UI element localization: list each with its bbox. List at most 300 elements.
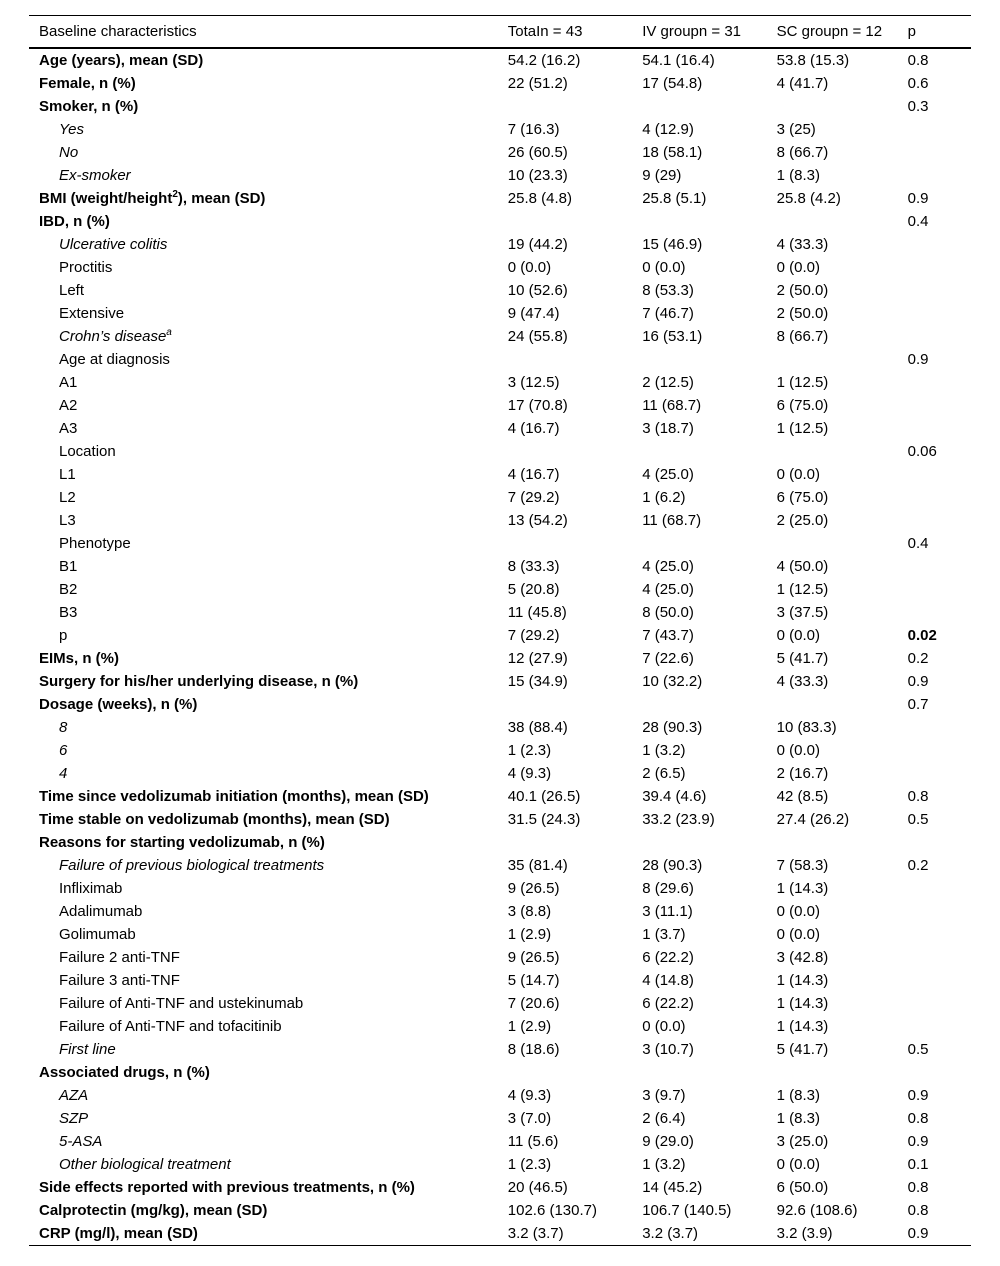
row-label-text: Reasons for starting vedolizumab, n (%) (39, 833, 325, 851)
row-label-text: Left (59, 281, 85, 299)
row-label (29, 647, 508, 670)
cell-sc-group: 6 (75.0) (776, 396, 829, 414)
table-row (29, 302, 971, 325)
cell-total (508, 532, 642, 555)
cell-p-value (908, 762, 971, 785)
cell-p-value (908, 1061, 971, 1084)
cell-iv-group: 25.8 (5.1) (642, 189, 707, 207)
row-label-text: No (59, 143, 79, 161)
cell-iv-group: 54.1 (16.4) (642, 51, 715, 69)
cell-p-value: 0.02 (907, 626, 937, 644)
header-sc-group: SC groupn = 12 (777, 16, 908, 48)
table-row (29, 670, 971, 693)
cell-sc-group: 8 (66.7) (776, 327, 829, 345)
cell-iv-group: 28 (90.3) (642, 856, 703, 874)
row-label (29, 256, 508, 279)
row-label-text: A3 (59, 419, 78, 437)
cell-total: 13 (54.2) (507, 511, 568, 529)
table-row (29, 48, 971, 72)
cell-p-value (908, 394, 971, 417)
cell-total: 9 (26.5) (507, 879, 560, 897)
table-row (29, 555, 971, 578)
row-label-text: p (59, 626, 68, 644)
row-label-text: Time stable on vedolizumab (months), mean (SD) (39, 810, 390, 828)
cell-total: 0 (0.0) (507, 258, 552, 276)
cell-p-value (908, 716, 971, 739)
table-row (29, 1176, 971, 1199)
row-label (29, 279, 508, 302)
table-body (29, 48, 971, 1246)
cell-p-value: 0.9 (907, 189, 929, 207)
table-row (29, 831, 971, 854)
cell-p-value: 0.5 (907, 1040, 929, 1058)
cell-total: 22 (51.2) (507, 74, 568, 92)
table-row (29, 877, 971, 900)
cell-sc-group: 6 (50.0) (776, 1178, 829, 1196)
table-header (29, 16, 971, 48)
cell-p-value: 0.9 (907, 1086, 929, 1104)
cell-total (508, 210, 642, 233)
cell-iv-group: 14 (45.2) (642, 1178, 703, 1196)
row-label (29, 1222, 508, 1246)
row-label (29, 72, 508, 95)
cell-iv-group: 15 (46.9) (642, 235, 703, 253)
table-row (29, 601, 971, 624)
table-row (29, 417, 971, 440)
row-label (29, 946, 508, 969)
cell-p-value (908, 325, 971, 348)
cell-total: 35 (81.4) (507, 856, 568, 874)
cell-p-value: 0.2 (907, 649, 929, 667)
cell-p-value: 0.3 (907, 97, 929, 115)
cell-iv-group (642, 348, 776, 371)
cell-sc-group: 1 (12.5) (776, 419, 829, 437)
table-row (29, 900, 971, 923)
cell-sc-group: 0 (0.0) (776, 1155, 820, 1173)
row-label (29, 1084, 508, 1107)
row-label-superscript: 2 (172, 188, 178, 200)
cell-iv-group: 6 (22.2) (642, 994, 694, 1012)
cell-sc-group: 3 (25.0) (776, 1132, 829, 1150)
cell-total: 1 (2.3) (507, 1155, 552, 1173)
cell-sc-group: 2 (50.0) (776, 281, 829, 299)
row-label (29, 1153, 508, 1176)
cell-total: 5 (14.7) (507, 971, 560, 989)
row-label-text: A2 (59, 396, 78, 414)
cell-total: 102.6 (130.7) (507, 1201, 597, 1219)
cell-sc-group: 2 (16.7) (776, 764, 829, 782)
table-row (29, 394, 971, 417)
cell-iv-group: 2 (6.4) (642, 1109, 686, 1127)
row-label (29, 693, 508, 716)
cell-iv-group: 3.2 (3.7) (642, 1222, 776, 1246)
cell-iv-group: 7 (22.6) (642, 649, 694, 667)
cell-sc-group (777, 831, 908, 854)
cell-total: 5 (20.8) (507, 580, 560, 598)
cell-p-value (908, 601, 971, 624)
table-row (29, 1015, 971, 1038)
row-label (29, 1061, 508, 1084)
cell-sc-group: 1 (12.5) (776, 373, 829, 391)
cell-p-value (908, 946, 971, 969)
row-label-text: Age at diagnosis (59, 350, 170, 368)
row-label-text: First line (59, 1040, 116, 1058)
row-label (29, 95, 508, 118)
cell-p-value (908, 371, 971, 394)
cell-iv-group: 33.2 (23.9) (642, 810, 715, 828)
cell-sc-group: 42 (8.5) (776, 787, 829, 805)
row-label (29, 394, 508, 417)
cell-sc-group: 3 (42.8) (776, 948, 829, 966)
cell-sc-group: 10 (83.3) (776, 718, 837, 736)
row-label (29, 923, 508, 946)
row-label-text: Other biological treatment (59, 1155, 231, 1173)
cell-p-value (908, 992, 971, 1015)
table-row (29, 210, 971, 233)
cell-p-value (908, 118, 971, 141)
table-row (29, 1038, 971, 1061)
cell-iv-group (642, 95, 776, 118)
row-label (29, 854, 508, 877)
row-label-text: Female, n (%) (39, 74, 136, 92)
baseline-characteristics-table-container (29, 15, 971, 1246)
cell-iv-group (642, 440, 776, 463)
row-label (29, 302, 508, 325)
row-label (29, 486, 508, 509)
cell-iv-group: 2 (12.5) (642, 373, 694, 391)
cell-iv-group: 0 (0.0) (642, 258, 686, 276)
cell-p-value: 0.4 (907, 212, 929, 230)
cell-sc-group: 4 (33.3) (776, 235, 829, 253)
cell-iv-group: 3 (11.1) (642, 902, 693, 920)
table-row (29, 279, 971, 302)
table-row (29, 1199, 971, 1222)
table-row (29, 946, 971, 969)
table-row (29, 509, 971, 532)
cell-p-value: 0.9 (907, 1132, 929, 1150)
cell-sc-group: 0 (0.0) (776, 902, 820, 920)
row-label-text: B1 (59, 557, 78, 575)
cell-sc-group: 27.4 (26.2) (776, 810, 850, 828)
row-label-text: IBD, n (%) (39, 212, 110, 230)
cell-iv-group: 106.7 (140.5) (642, 1201, 732, 1219)
row-label (29, 1130, 508, 1153)
cell-total: 4 (9.3) (507, 1086, 552, 1104)
row-label-text: Golimumab (59, 925, 136, 943)
cell-iv-group: 11 (68.7) (642, 511, 702, 529)
table-row (29, 1084, 971, 1107)
cell-iv-group (642, 210, 776, 233)
cell-sc-group: 7 (58.3) (776, 856, 829, 874)
cell-iv-group (642, 1061, 776, 1084)
cell-p-value (908, 486, 971, 509)
cell-sc-group: 0 (0.0) (776, 741, 820, 759)
cell-total (508, 1061, 642, 1084)
cell-p-value: 0.06 (907, 442, 937, 460)
cell-p-value (908, 141, 971, 164)
cell-total: 12 (27.9) (507, 649, 568, 667)
row-label-text: L3 (59, 511, 76, 529)
cell-total: 8 (18.6) (507, 1040, 560, 1058)
row-label-text: 6 (59, 741, 68, 759)
cell-p-value (908, 1015, 971, 1038)
table-row (29, 578, 971, 601)
cell-p-value (908, 739, 971, 762)
table-row (29, 992, 971, 1015)
cell-iv-group: 3 (10.7) (642, 1040, 694, 1058)
cell-p-value: 0.8 (907, 1109, 929, 1127)
cell-iv-group: 11 (68.7) (642, 396, 702, 414)
cell-total: 1 (2.9) (507, 1017, 552, 1035)
row-label-text: Failure of Anti-TNF and tofacitinib (59, 1017, 282, 1035)
cell-sc-group: 1 (14.3) (776, 879, 829, 897)
table-row (29, 325, 971, 348)
table-row (29, 693, 971, 716)
row-label-suffix: ), mean (SD) (177, 189, 266, 207)
row-label (29, 532, 508, 555)
cell-sc-group: 8 (66.7) (776, 143, 829, 161)
row-label (29, 831, 508, 854)
cell-iv-group: 1 (3.2) (642, 741, 686, 759)
cell-total: 20 (46.5) (507, 1178, 568, 1196)
table-row (29, 463, 971, 486)
row-label (29, 417, 508, 440)
row-label (29, 509, 508, 532)
cell-sc-group: 3 (37.5) (776, 603, 829, 621)
cell-iv-group: 9 (29) (642, 166, 682, 184)
cell-iv-group: 7 (46.7) (642, 304, 694, 322)
cell-sc-group (777, 348, 908, 371)
cell-sc-group: 92.6 (108.6) (776, 1201, 858, 1219)
row-label-text: Adalimumab (59, 902, 143, 920)
cell-total: 10 (23.3) (507, 166, 568, 184)
cell-iv-group: 1 (6.2) (642, 488, 686, 506)
row-label-text: A1 (59, 373, 78, 391)
cell-p-value: 0.9 (907, 672, 929, 690)
cell-total: 9 (26.5) (507, 948, 560, 966)
cell-sc-group: 4 (41.7) (776, 74, 829, 92)
table-row (29, 164, 971, 187)
row-label (29, 739, 508, 762)
cell-total: 11 (45.8) (507, 603, 567, 621)
cell-p-value (908, 302, 971, 325)
row-label-text: Failure of previous biological treatments (59, 856, 325, 874)
row-label (29, 624, 508, 647)
cell-sc-group: 0 (0.0) (776, 626, 820, 644)
cell-iv-group: 2 (6.5) (642, 764, 686, 782)
cell-p-value (908, 279, 971, 302)
table-row (29, 118, 971, 141)
row-label-text: Failure 3 anti-TNF (59, 971, 180, 989)
cell-sc-group: 4 (33.3) (776, 672, 829, 690)
cell-total (508, 348, 642, 371)
cell-total: 17 (70.8) (507, 396, 568, 414)
row-label-text: 5-ASA (59, 1132, 103, 1150)
row-label-text: CRP (mg/l), mean (SD) (39, 1224, 198, 1242)
cell-iv-group (642, 532, 776, 555)
cell-total: 1 (2.3) (507, 741, 552, 759)
cell-p-value: 0.2 (907, 856, 929, 874)
row-label (29, 48, 508, 72)
row-label (29, 325, 508, 348)
cell-iv-group: 0 (0.0) (642, 1017, 686, 1035)
cell-p-value (908, 877, 971, 900)
cell-iv-group: 4 (25.0) (642, 465, 694, 483)
row-label-text: 4 (59, 764, 68, 782)
cell-total: 7 (20.6) (507, 994, 560, 1012)
row-label (29, 578, 508, 601)
cell-iv-group: 16 (53.1) (642, 327, 703, 345)
cell-total (508, 693, 642, 716)
table-row (29, 762, 971, 785)
table-row (29, 739, 971, 762)
table-row (29, 969, 971, 992)
cell-sc-group (777, 693, 908, 716)
cell-p-value: 0.8 (907, 1178, 929, 1196)
row-label-text: Surgery for his/her underlying disease, n (%) (39, 672, 359, 690)
cell-iv-group: 4 (14.8) (642, 971, 694, 989)
cell-iv-group: 1 (3.7) (642, 925, 686, 943)
cell-p-value (908, 164, 971, 187)
row-label (29, 762, 508, 785)
cell-sc-group: 1 (8.3) (776, 1109, 820, 1127)
table-row (29, 1130, 971, 1153)
row-label (29, 1038, 508, 1061)
cell-sc-group: 1 (14.3) (776, 994, 829, 1012)
cell-iv-group: 1 (3.2) (642, 1155, 686, 1173)
cell-p-value (908, 509, 971, 532)
cell-p-value: 0.9 (907, 350, 929, 368)
cell-total: 24 (55.8) (507, 327, 568, 345)
cell-iv-group: 7 (43.7) (642, 626, 694, 644)
cell-iv-group: 39.4 (4.6) (642, 787, 707, 805)
cell-sc-group: 6 (75.0) (776, 488, 829, 506)
cell-sc-group (777, 532, 908, 555)
row-label (29, 210, 508, 233)
table-row (29, 647, 971, 670)
cell-sc-group: 3.2 (3.9) (777, 1222, 908, 1246)
row-label-text: Extensive (59, 304, 125, 322)
cell-p-value: 0.5 (907, 810, 929, 828)
cell-p-value (908, 900, 971, 923)
cell-iv-group: 18 (58.1) (642, 143, 703, 161)
cell-sc-group: 1 (8.3) (776, 166, 820, 184)
cell-total: 26 (60.5) (507, 143, 568, 161)
cell-sc-group: 1 (12.5) (776, 580, 829, 598)
cell-iv-group: 10 (32.2) (642, 672, 703, 690)
row-label-text: Smoker, n (%) (39, 97, 139, 115)
table-row (29, 1061, 971, 1084)
header-iv-group: IV groupn = 31 (642, 16, 776, 48)
cell-total: 9 (47.4) (507, 304, 560, 322)
row-label (29, 670, 508, 693)
table-row (29, 532, 971, 555)
table-row (29, 1222, 971, 1246)
row-label-text: Phenotype (59, 534, 131, 552)
row-label-text: L2 (59, 488, 76, 506)
cell-total: 4 (9.3) (507, 764, 552, 782)
cell-total: 1 (2.9) (507, 925, 552, 943)
cell-total: 31.5 (24.3) (507, 810, 581, 828)
row-label-text: Proctitis (59, 258, 113, 276)
cell-sc-group: 0 (0.0) (776, 258, 820, 276)
cell-sc-group: 5 (41.7) (776, 1040, 829, 1058)
cell-total: 4 (16.7) (507, 465, 560, 483)
cell-p-value: 0.6 (907, 74, 929, 92)
cell-p-value (908, 417, 971, 440)
row-label-text: Infliximab (59, 879, 123, 897)
table-row (29, 854, 971, 877)
row-label-text: 8 (59, 718, 68, 736)
cell-sc-group: 53.8 (15.3) (776, 51, 850, 69)
row-label (29, 785, 508, 808)
cell-total: 19 (44.2) (507, 235, 568, 253)
cell-total: 40.1 (26.5) (507, 787, 581, 805)
cell-p-value: 0.7 (907, 695, 929, 713)
cell-p-value (908, 463, 971, 486)
row-label-text: EIMs, n (%) (39, 649, 120, 667)
row-label (29, 1015, 508, 1038)
row-label-text: L1 (59, 465, 76, 483)
row-label-text: SZP (59, 1109, 89, 1127)
cell-total: 7 (29.2) (507, 626, 560, 644)
table-row (29, 808, 971, 831)
cell-total (508, 440, 642, 463)
cell-iv-group: 6 (22.2) (642, 948, 694, 966)
cell-total: 54.2 (16.2) (507, 51, 581, 69)
cell-p-value (908, 831, 971, 854)
table-row (29, 371, 971, 394)
cell-total: 7 (16.3) (507, 120, 560, 138)
row-label (29, 187, 508, 210)
cell-p-value (908, 923, 971, 946)
cell-iv-group: 8 (50.0) (642, 603, 694, 621)
row-label (29, 1199, 508, 1222)
table-row (29, 141, 971, 164)
row-label-text: Ex-smoker (59, 166, 131, 184)
row-label (29, 716, 508, 739)
row-label (29, 463, 508, 486)
row-label-text: Crohn’s disease (59, 327, 167, 345)
row-label (29, 877, 508, 900)
row-label-text: Ulcerative colitis (59, 235, 168, 253)
cell-p-value (908, 969, 971, 992)
cell-sc-group (777, 440, 908, 463)
cell-iv-group: 8 (53.3) (642, 281, 694, 299)
cell-total: 3 (7.0) (507, 1109, 552, 1127)
header-p-value: p (908, 16, 971, 48)
row-label-text: Side effects reported with previous treatments, n (%) (39, 1178, 415, 1196)
cell-sc-group: 3 (25) (776, 120, 816, 138)
table-row (29, 486, 971, 509)
cell-iv-group (642, 831, 776, 854)
row-label-text: B2 (59, 580, 78, 598)
row-label (29, 440, 508, 463)
cell-p-value: 0.1 (907, 1155, 929, 1173)
cell-total: 25.8 (4.8) (507, 189, 572, 207)
cell-p-value: 0.4 (907, 534, 929, 552)
row-label-superscript: a (166, 326, 172, 338)
cell-iv-group: 4 (25.0) (642, 580, 694, 598)
row-label-text: Yes (59, 120, 85, 138)
cell-sc-group: 0 (0.0) (776, 925, 820, 943)
cell-total: 38 (88.4) (507, 718, 568, 736)
cell-iv-group (642, 693, 776, 716)
cell-total: 3 (8.8) (507, 902, 552, 920)
table-row (29, 624, 971, 647)
table-row (29, 233, 971, 256)
cell-p-value: 0.8 (907, 787, 929, 805)
